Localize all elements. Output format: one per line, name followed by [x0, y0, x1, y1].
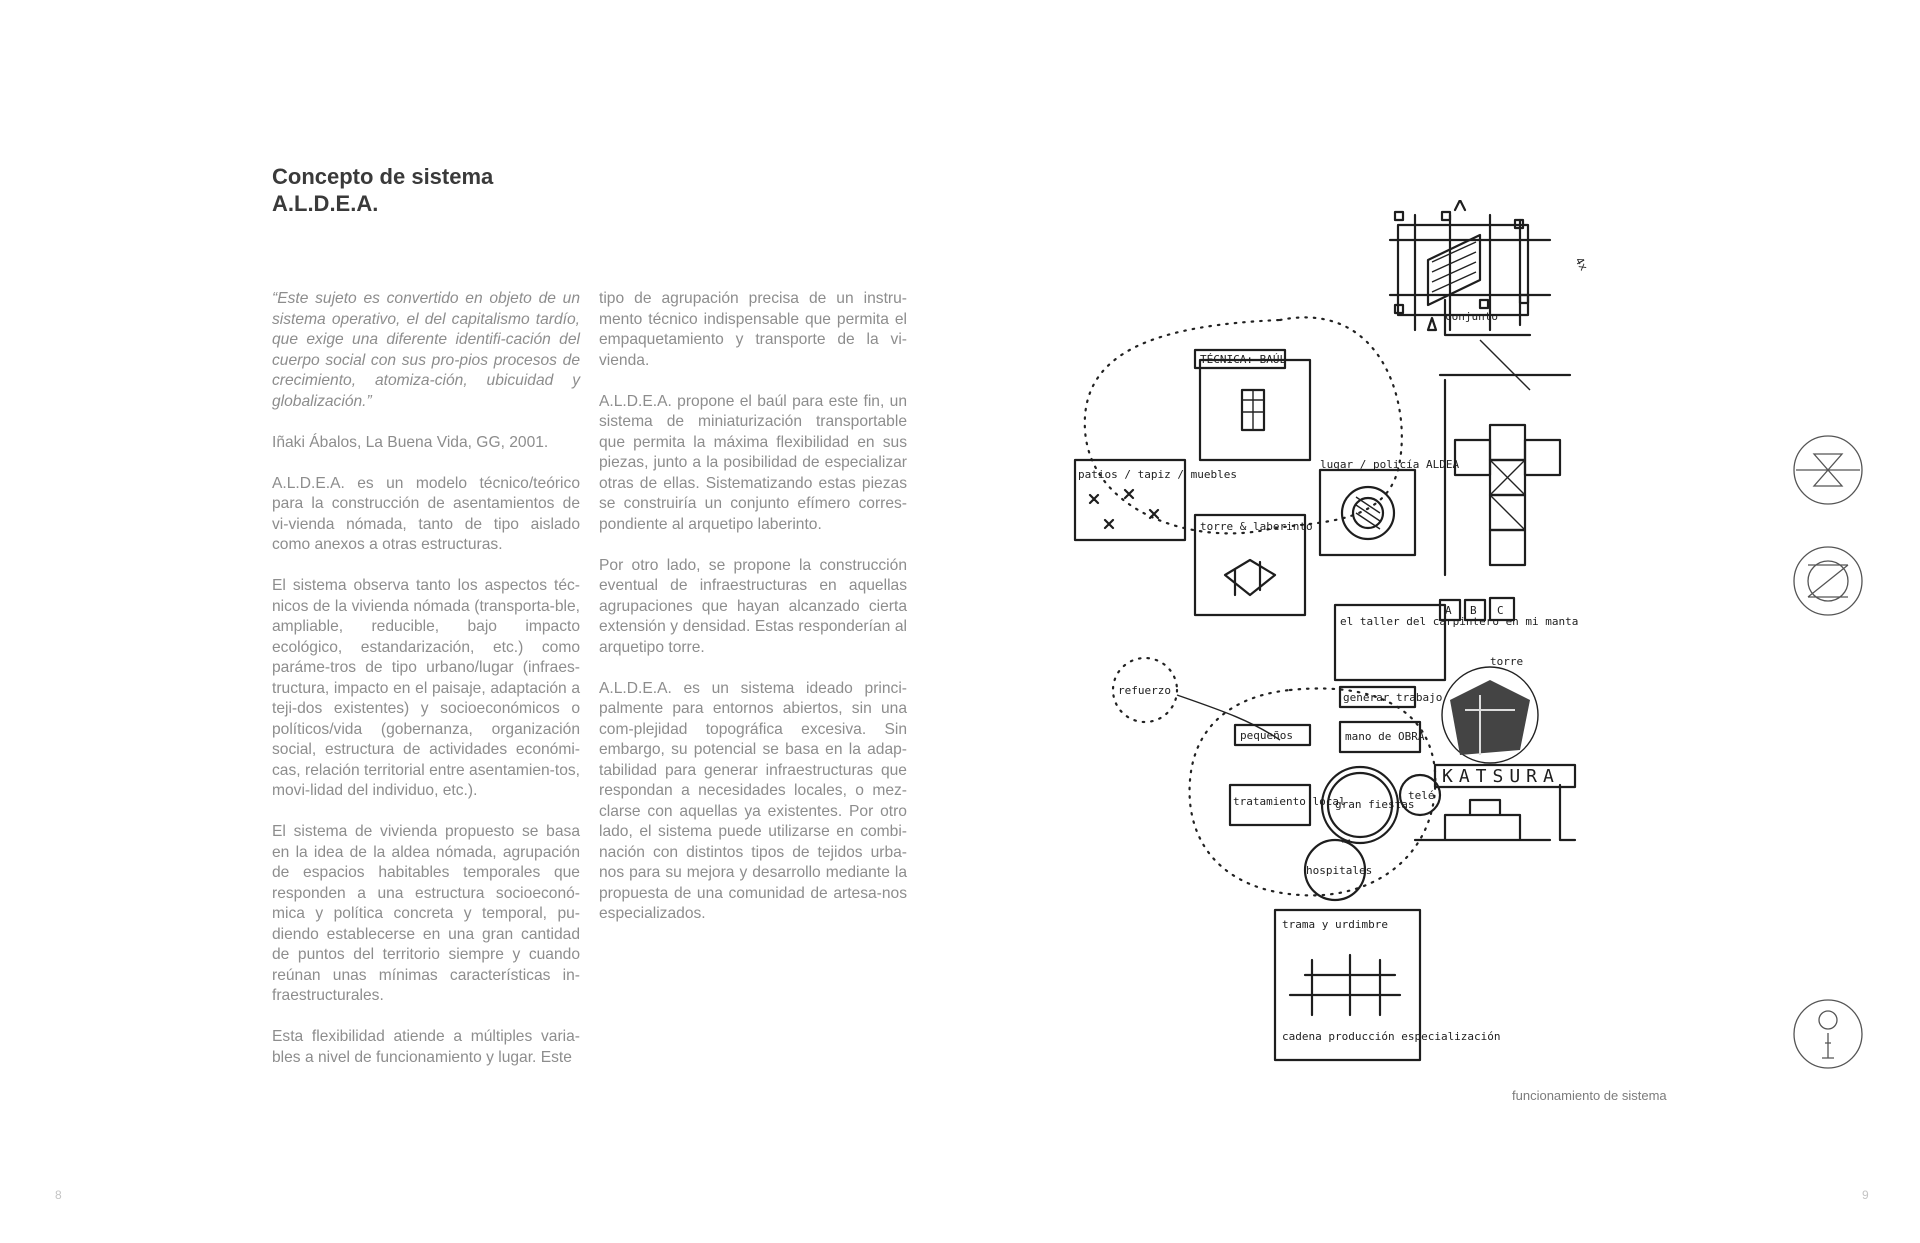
abc-label-a: A: [1445, 604, 1452, 617]
conjunto-label: conjunto: [1445, 310, 1498, 323]
paragraph: El sistema de vivienda propuesto se basa en la idea de la aldea nómada, agrupación de espacios habitables temporales que responden a una estructura socioeconó-mica y política concreta y temporal, pu-diendo establecerse en una gran cantidad de puntos del territorio siempre y cuando reúnan unas mínimas características in-fraestructurales.: [272, 823, 580, 1004]
four-x-label: 4x: [1572, 255, 1591, 273]
cadena-label: cadena producción especialización: [1282, 1030, 1501, 1043]
torre-photo-circle: [1442, 655, 1538, 763]
torre-small-label: torre: [1490, 655, 1524, 668]
tecnica-baul-label: TÉCNICA: BAÚL: [1200, 353, 1287, 366]
lugar-label: lugar / policía ALDEA: [1320, 458, 1460, 471]
lugar-box: [1320, 458, 1459, 555]
hourglass-circle-symbol: [1792, 434, 1864, 506]
tecnica-baul-box: [1195, 350, 1310, 460]
refuerzo-label: refuerzo: [1118, 684, 1171, 697]
crossed-circle-symbol: [1792, 545, 1864, 617]
katsura-label: KATSURA: [1442, 766, 1560, 787]
system-sketch-diagram: [1050, 200, 1610, 1080]
abc-label-b: B: [1470, 604, 1477, 617]
paragraph: Por otro lado, se propone la construcción eventual de infraestructuras en aquellas agrupaciones que hayan alcanzado cierta extensión y densidad. Estas responderían al arquetipo torre.: [599, 556, 907, 656]
title-line-1: Concepto de sistema: [272, 164, 494, 189]
citation: Iñaki Ábalos, La Buena Vida, GG, 2001.: [272, 433, 549, 451]
taller-label: el taller del carpintero en mi manta: [1340, 615, 1579, 628]
mano-obra-label: mano de OBRA: [1345, 730, 1425, 743]
figure-caption: funcionamiento de sistema: [1512, 1088, 1667, 1103]
taller-box: [1335, 605, 1578, 680]
generar-label: generar trabajo: [1343, 691, 1443, 704]
left-text-column: [272, 289, 580, 1089]
paragraph: A.L.D.E.A. propone el baúl para este fin, un sistema de miniaturización transportable que permita la máxima flexibilidad en sus piezas, junto a la posibilidad de especializar otras de ellas. Sistematizando estas piezas se construiría un conjunto efímero corres-pondiente al arquetipo laberinto.: [599, 392, 907, 533]
conjunto-sketch: [1440, 300, 1570, 620]
torre-laberinto-box: [1195, 515, 1313, 615]
pequenos-box: [1235, 725, 1310, 745]
tratamiento-label: tratamiento local: [1233, 795, 1346, 808]
torre-label: torre & laberinto: [1200, 520, 1313, 533]
figure-circle-symbol: [1792, 998, 1864, 1070]
gran-fiestas-label: gran fiestas: [1335, 798, 1415, 811]
hospitales-label: hospitales: [1306, 864, 1373, 877]
paragraph: Esta flexibilidad atiende a múltiples varia-bles a nivel de funcionamiento y lugar. Este: [272, 1028, 580, 1066]
page-number-right: 9: [1862, 1188, 1869, 1202]
mano-obra-box: [1340, 722, 1425, 752]
pequenos-label: pequeños: [1240, 729, 1293, 742]
page-title: [272, 163, 493, 217]
right-text-column: [599, 289, 907, 945]
paragraph: A.L.D.E.A. es un sistema ideado princi-palmente para entornos abiertos, sin una com-plejidad topográfica excesiva. Sin embargo, su potencial se basa en la adap-tabilidad para generar infraestructuras que respondan a necesidades locales, o mez-clarse con aquellas ya existentes. Por otro lado, el sistema puede utilizarse en combi-nación con distintos tipos de tejidos urba-nos para su mejora y desarrollo mediante la propuesta de una comunidad de artesa-nos especializados.: [599, 679, 907, 922]
title-line-2: A.L.D.E.A.: [272, 191, 379, 216]
page-number-left: 8: [55, 1188, 62, 1202]
trama-label: trama y urdimbre: [1282, 918, 1388, 931]
paragraph: tipo de agrupación precisa de un instru-mento técnico indispensable que permita el empaquetamiento y transporte de la vi-vienda.: [599, 290, 907, 369]
trama-box: [1275, 910, 1501, 1060]
paragraph: A.L.D.E.A. es un modelo técnico/teórico para la construcción de asentamientos de vi-vienda nómada, tanto de tipo aislado como anexos a otras estructuras.: [272, 474, 580, 553]
tele-label: telé: [1408, 789, 1435, 802]
paragraph: El sistema observa tanto los aspectos téc-nicos de la vivienda nómada (transporta-ble, ampliable, reducible, bajo impacto ecológico, estandarización, etc.) como paráme-tros de tipo urbano/lugar (infraes-tructura, impacto en el paisaje, adaptación a teji-dos existentes) y socioeconómicos o políticos/vida (gobernanza, organización social, estructura de actividades económi-cas, relación territorial entre asentamien-tos, movi-lidad del individuo, etc.).: [272, 577, 580, 799]
abc-label-c: C: [1497, 604, 1504, 617]
patios-label: patios / tapiz / muebles: [1078, 468, 1237, 481]
quote-paragraph: “Este sujeto es convertido en objeto de un sistema operativo, el del capitalismo tardío, que exige una diferente identifi-cación del cuerpo social con sus pro-pios procesos de crecimiento, atomiza-ción, ubicuidad y globalización.”: [272, 290, 580, 410]
